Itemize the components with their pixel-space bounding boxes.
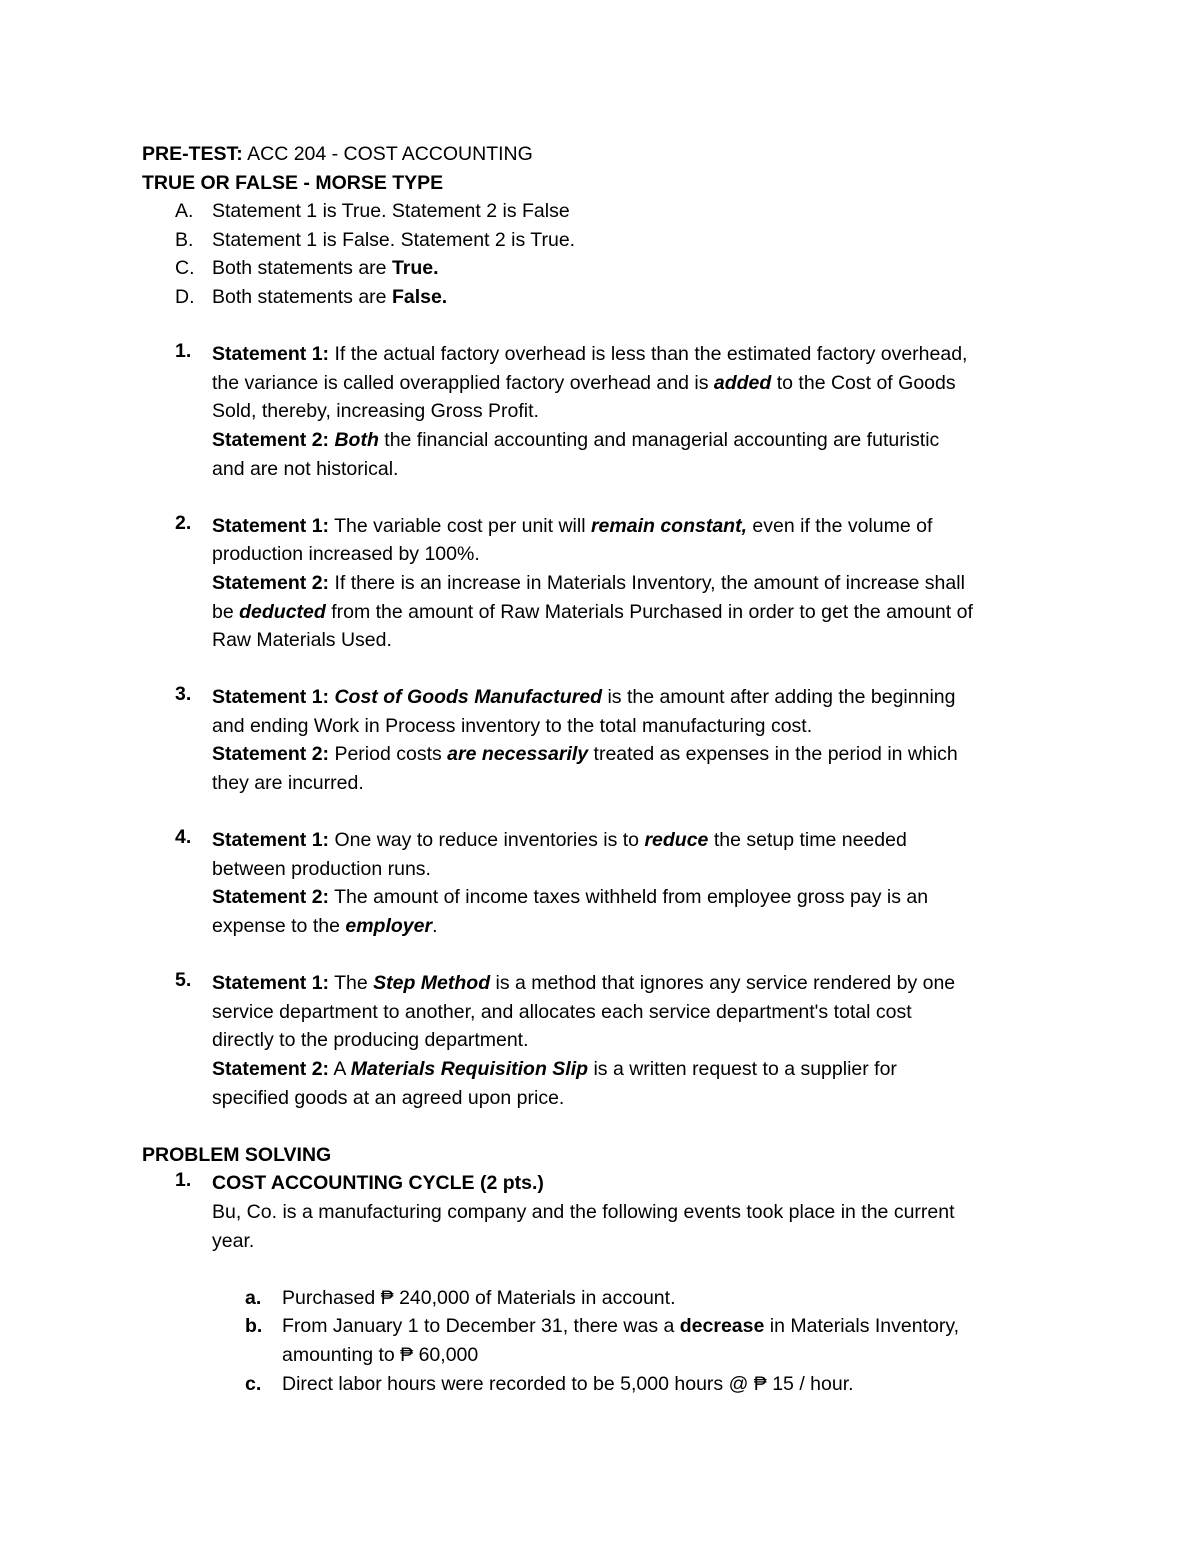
events-list: [245, 1284, 1062, 1398]
statement-1-line: service department to another, and allocates each service department's total cost: [212, 1000, 912, 1023]
statement-1-line: production increased by 100%.: [212, 543, 480, 566]
statement-label: Statement 2:: [212, 571, 330, 594]
answer-option: B. Statement 1 is False. Statement 2 is True.: [175, 226, 1062, 255]
question-item: [175, 969, 1062, 1112]
emphasis-text: added: [713, 371, 772, 394]
statement-2-line: be deducted from the amount of Raw Materials Purchased in order to get the amount of: [212, 600, 973, 623]
statement-1-line: Statement 1: The Step Method is a method that ignores any service rendered by one: [212, 972, 956, 995]
event-line: a. Purchased ₱ 240,000 of Materials in account.: [245, 1284, 1062, 1313]
statement-1-line: Statement 1: Cost of Goods Manufactured is the amount after adding the beginning: [212, 686, 956, 709]
statement-1-line: Statement 1: If the actual factory overhead is less than the estimated factory overhead,: [212, 343, 968, 366]
statement-1-line: and ending Work in Process inventory to the total manufacturing cost.: [212, 714, 813, 737]
question-item: [175, 340, 1062, 483]
emphasis-text: employer: [345, 915, 433, 938]
option-marker: D.: [175, 285, 195, 308]
statement-label: Statement 2:: [212, 743, 330, 766]
statement-1-line: between production runs.: [212, 857, 431, 880]
question-number: 2.: [175, 511, 192, 534]
questions-list: [175, 340, 1062, 1112]
statement-label: Statement 2:: [212, 428, 330, 451]
event-line: amounting to ₱ 60,000: [282, 1343, 479, 1366]
statement-1-line: Sold, thereby, increasing Gross Profit.: [212, 400, 539, 423]
statement-label: Statement 1:: [212, 972, 330, 995]
event-marker: c.: [245, 1372, 262, 1395]
emphasis-text: are necessarily: [447, 743, 589, 766]
answer-option: D. Both statements are False.: [175, 283, 1062, 312]
question-number: 1.: [175, 340, 192, 363]
statement-2-line: expense to the employer.: [212, 915, 438, 938]
section-title-problem-solving: PROBLEM SOLVING: [142, 1143, 332, 1166]
statement-label: Statement 1:: [212, 829, 330, 852]
emphasis-text: Cost of Goods Manufactured: [334, 686, 603, 709]
event-line: c. Direct labor hours were recorded to be 5,000 hours @ ₱ 15 / hour.: [245, 1370, 1062, 1399]
statement-2-line: Statement 2: Period costs are necessarily treated as expenses in the period in which: [212, 743, 958, 766]
statement-2-line: Raw Materials Used.: [212, 629, 392, 652]
statement-1-line: Statement 1: The variable cost per unit will remain constant, even if the volume of: [212, 514, 933, 537]
question-item: [175, 683, 1062, 797]
option-marker: B.: [175, 228, 194, 251]
option-marker: A.: [175, 200, 194, 223]
emphasis-text: Both: [334, 428, 379, 451]
statement-label: Statement 2:: [212, 1058, 330, 1080]
emphasis-text: Step Method: [373, 972, 491, 995]
statement-label: Statement 2:: [212, 886, 330, 909]
statement-label: Statement 1:: [212, 686, 330, 709]
problem-title: COST ACCOUNTING CYCLE (2 pts.): [212, 1172, 544, 1195]
section-title-true-false: TRUE OR FALSE - MORSE TYPE: [142, 171, 444, 194]
problem-intro-line: Bu, Co. is a manufacturing company and the following events took place in the current: [212, 1200, 955, 1223]
event-marker: b.: [245, 1315, 263, 1338]
statement-1-line: the variance is called overapplied factory overhead and is added to the Cost of Goods: [212, 371, 956, 394]
question-item: [175, 826, 1062, 940]
emphasis-text: remain constant,: [590, 514, 748, 537]
question-number: 5.: [175, 969, 192, 992]
problem-number: 1.: [175, 1169, 192, 1192]
statement-label: Statement 1:: [212, 343, 330, 366]
title-label: PRE-TEST:: [142, 143, 243, 165]
statement-1-line: Statement 1: One way to reduce inventories is to reduce the setup time needed: [212, 829, 907, 852]
answer-option: A. Statement 1 is True. Statement 2 is False: [175, 197, 1062, 226]
statement-2-line: Statement 2: Both the financial accounting and managerial accounting are futuristic: [212, 428, 940, 451]
question-item: [175, 512, 1062, 655]
option-marker: C.: [175, 257, 195, 280]
question-number: 4.: [175, 826, 192, 849]
statement-1-line: directly to the producing department.: [212, 1029, 529, 1052]
event-marker: a.: [245, 1286, 262, 1309]
page-title: [142, 140, 1062, 169]
statement-2-line: specified goods at an agreed upon price.: [212, 1086, 565, 1109]
answer-options-list: [175, 197, 1062, 311]
emphasis-text: decrease: [679, 1315, 765, 1338]
question-number: 3.: [175, 683, 192, 706]
statement-label: Statement 1:: [212, 514, 330, 537]
title-course: ACC 204 - COST ACCOUNTING: [242, 143, 533, 165]
emphasis-text: Materials Requisition Slip: [350, 1058, 589, 1080]
problem-intro-line: year.: [212, 1229, 255, 1252]
statement-2-line: and are not historical.: [212, 457, 399, 480]
answer-option: C. Both statements are True.: [175, 254, 1062, 283]
document-page: [142, 140, 1062, 1398]
statement-2-line: they are incurred.: [212, 772, 364, 795]
statement-2-line: Statement 2: If there is an increase in Materials Inventory, the amount of increase shall: [212, 571, 965, 594]
event-line: b. From January 1 to December 31, there was a decrease in Materials Inventory,: [245, 1312, 1062, 1341]
emphasis-text: reduce: [644, 829, 709, 852]
emphasis-text: deducted: [239, 600, 326, 623]
statement-2-line: Statement 2: A Materials Requisition Slip is a written request to a supplier for: [212, 1058, 897, 1080]
statement-2-line: Statement 2: The amount of income taxes withheld from employee gross pay is an: [212, 886, 929, 909]
problem-item: [175, 1169, 1062, 1398]
